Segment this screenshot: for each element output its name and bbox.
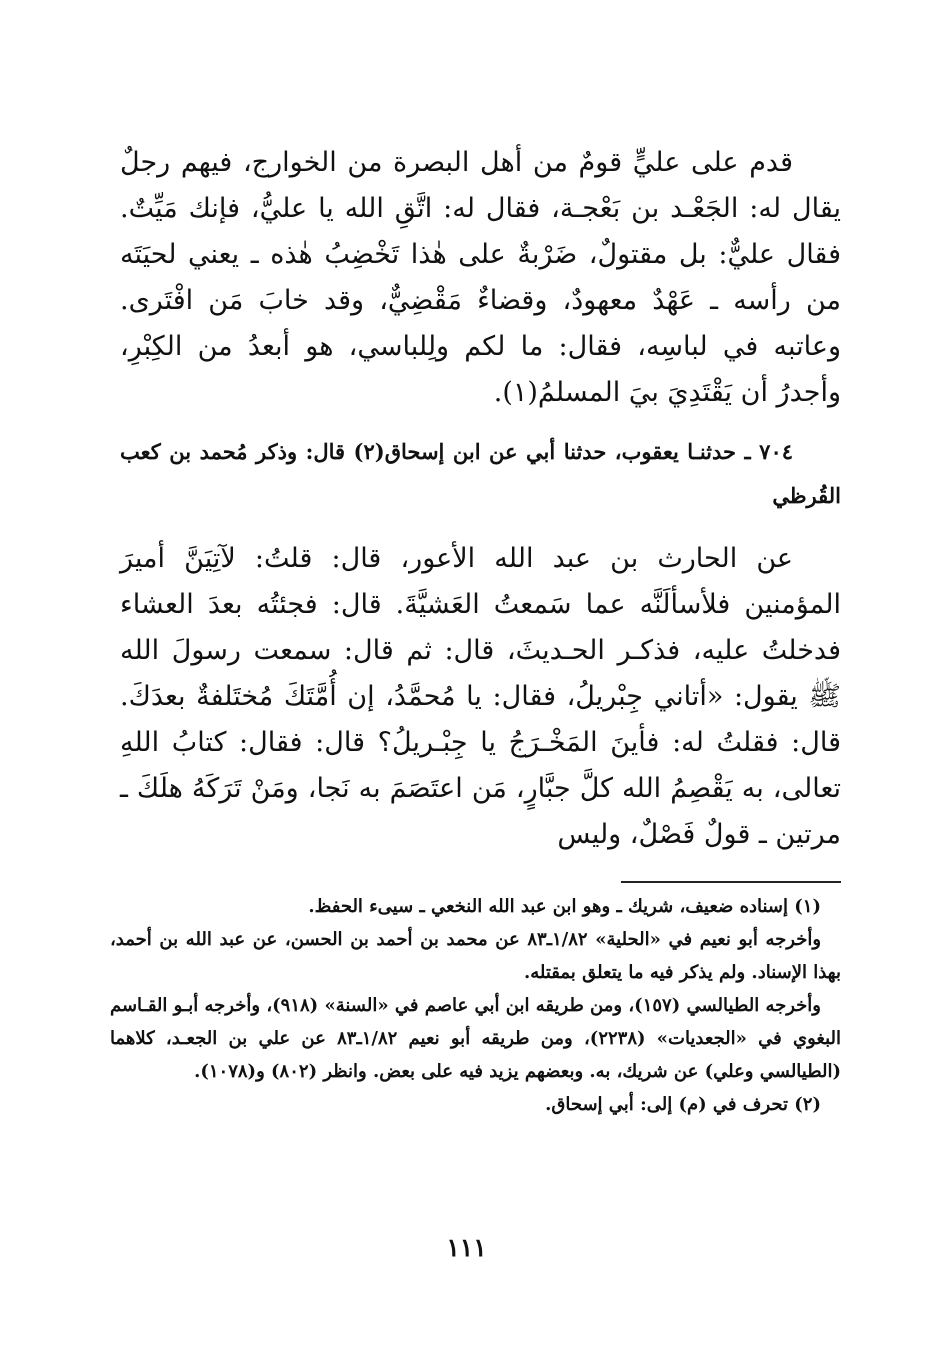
footnote-1-continuation-a: وأخرجه أبو نعيم في «الحلية» ١/٨٢ـ٨٣ عن محمد بن أحمد بن الحسن، عن عبد الله بن أحمد، بهذا الإسناد. ولم يذكر فيه ما يتعلق بمقتله. bbox=[110, 929, 841, 983]
paragraph-narration-2: عن الحارث بن عبد الله الأعور، قال: قلتُ: لآتِيَنَّ أميرَ المؤمنين فلأسألَنَّه عما سَمعتُ العَشيَّةَ. قال: فجئتُه بعدَ العشاء فدخلتُ عليه، فذكـر الحـديثَ، قال: ثم قال: سمعت رسولَ الله ﷺ يقول: «أتاني جِبْريلُ، فقال: يا مُحمَّدُ، إن أُمَّتَكَ مُختَلفةٌ بعدَكَ. قال: فقلتُ له: فأينَ المَخْـرَجُ يا جِبْـريلُ؟ قال: فقال: كتابُ اللهِ تعالى، به يَقْصِمُ الله كلَّ جبَّارٍ، مَن اعتَصَمَ به نَجا، ومَنْ تَرَكَهُ هلَكَ ـ مرتين ـ قولٌ فَصْلٌ، وليس bbox=[120, 543, 841, 850]
page-number: ١١١ bbox=[446, 1233, 487, 1262]
footnote-divider bbox=[621, 881, 841, 883]
main-text-block bbox=[120, 140, 841, 858]
footnote-2: (٢) تحرف في (م) إلى: أبي إسحاق. bbox=[545, 1094, 821, 1115]
footnote-1: (١) إسناده ضعيف، شريك ـ وهو ابن عبد الله النخعي ـ سيىء الحفظ. bbox=[308, 896, 821, 917]
paragraph-narration-1: قدم على عليٍّ قومٌ من أهل البصرة من الخوارج، فيهم رجلٌ يقال له: الجَعْـد بن بَعْجـة، فقال له: اتَّقِ الله يا عليُّ، فإنك مَيِّتٌ. فقال عليٌّ: بل مقتولٌ، ضَرْبةٌ على هٰذا تَخْضِبُ هٰذه ـ يعني لحيَتَه من رأسه ـ عَهْدٌ معهودٌ، وقضاءٌ مَقْضِيٌّ، وقد خابَ مَن افْتَرى. وعاتبه في لباسِه، فقال: ما لكم ولِلباسي، هو أبعدُ من الكِبْرِ، وأجدرُ أن يَقْتَدِيَ بيَ المسلمُ(١). bbox=[120, 147, 841, 408]
hadith-chain-header: ٧٠٤ ـ حدثنـا يعقوب، حدثنا أبي عن ابن إسحاق(٢) قال: وذكر مُحمد بن كعب القُرظي bbox=[120, 439, 841, 508]
footnotes-block bbox=[110, 890, 841, 1121]
footnote-1-continuation-b: وأخرجه الطيالسي (١٥٧)، ومن طريقه ابن أبي عاصم في «السنة» (٩١٨)، وأخرجه أبـو القـاسم البغوي في «الجعديات» (٢٢٣٨)، ومن طريقه أبو نعيم ١/٨٢ـ٨٣ عن علي بن الجعـد، كلاهما (الطيالسي وعلي) عن شريك، به. وبعضهم يزيد فيه على بعض. وانظر (٨٠٢) و(١٠٧٨). bbox=[110, 995, 842, 1082]
